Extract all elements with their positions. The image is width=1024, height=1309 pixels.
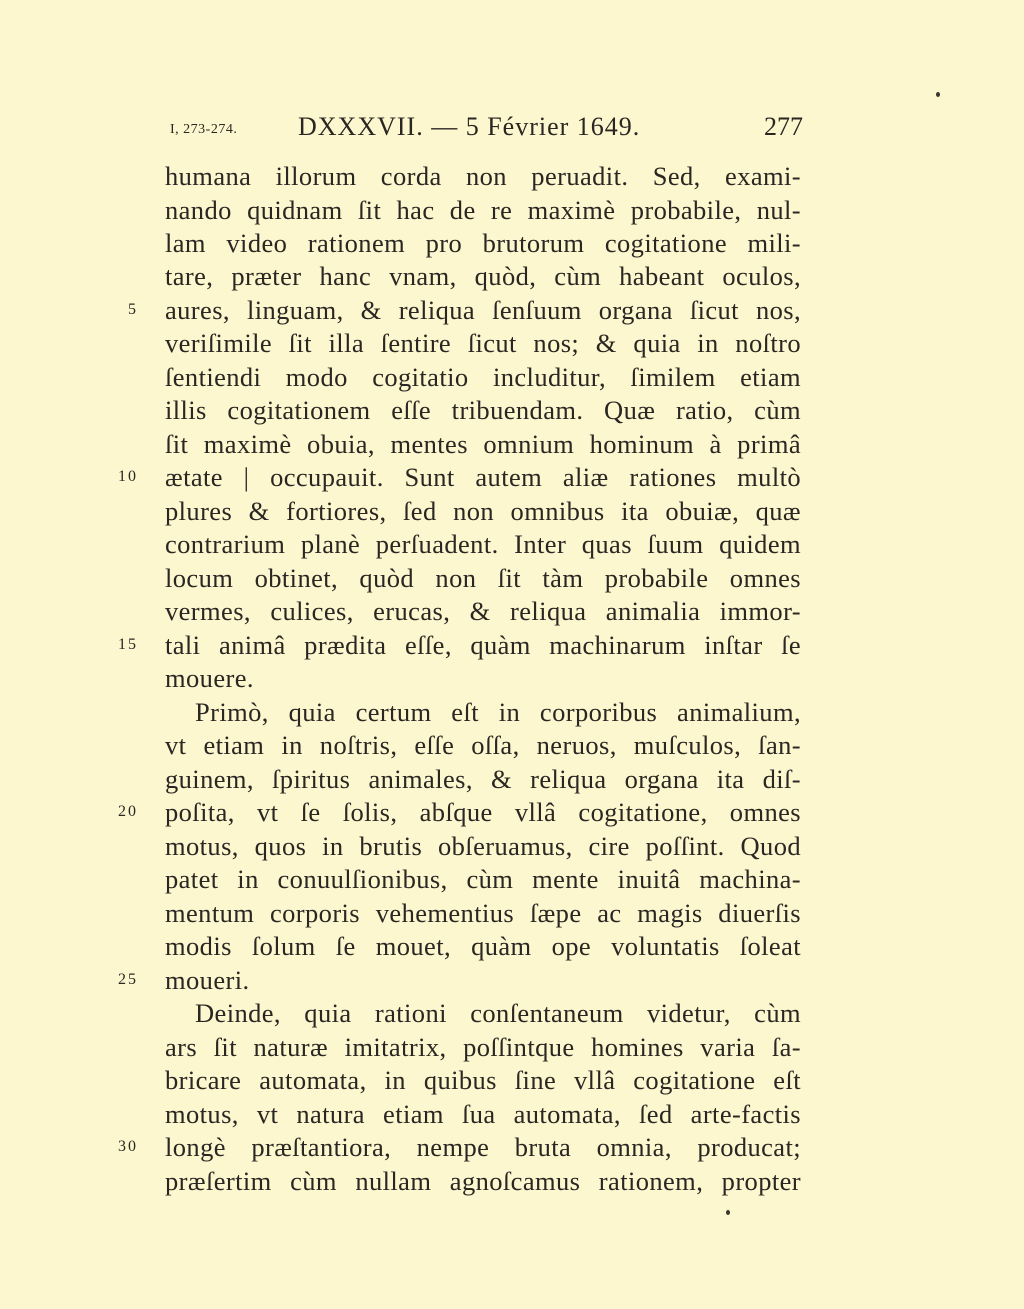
text-line: vt etiam in noſtris, eſſe oſſa, neruos, muſculos, ſan-: [165, 730, 801, 760]
text-line: bricare automata, in quibus ſine vllâ cogitatione eſt: [165, 1065, 801, 1095]
text-line: guinem, ſpiritus animales, & reliqua organa ita diſ-: [165, 764, 801, 794]
text-line: longè præſtantiora, nempe bruta omnia, producat;: [165, 1132, 801, 1162]
text-line: patet in conuulſionibus, cùm mente inuitâ machina-: [165, 864, 801, 894]
text-line: Primò, quia certum eſt in corporibus animalium,: [195, 697, 801, 727]
text-line: poſita, vt ſe ſolis, abſque vllâ cogitatione, omnes: [165, 797, 801, 827]
running-header: [165, 112, 805, 152]
text-line: moueri.: [165, 965, 250, 995]
letter-heading: DXXXVII. — 5 Février 1649.: [298, 112, 641, 141]
ink-speck: [936, 92, 940, 97]
text-line: ætate | occupauit. Sunt autem aliæ rationes multò: [165, 462, 801, 492]
page-number: 277: [764, 112, 803, 141]
text-line: plures & fortiores, ſed non omnibus ita obuiæ, quæ: [165, 496, 801, 526]
text-line: contrarium planè perſuadent. Inter quas ſuum quidem: [165, 529, 801, 559]
text-line: tare, præter hanc vnam, quòd, cùm habeant oculos,: [165, 261, 801, 291]
text-line: præſertim cùm nullam agnoſcamus rationem, propter: [165, 1166, 801, 1196]
text-line: motus, vt natura etiam ſua automata, ſed arte-factis: [165, 1099, 801, 1129]
ink-speck: [726, 1210, 730, 1215]
line-number: 20: [118, 803, 138, 820]
text-line: veriſimile ſit illa ſentire ſicut nos; & quia in noſtro: [165, 328, 801, 358]
line-number: 25: [118, 971, 138, 988]
text-line: nando quidnam ſit hac de re maximè probabile, nul-: [165, 195, 801, 225]
text-line: tali animâ prædita eſſe, quàm machinarum inſtar ſe: [165, 630, 801, 660]
line-number: 10: [118, 468, 138, 485]
text-line: illis cogitationem eſſe tribuendam. Quæ ratio, cùm: [165, 395, 801, 425]
text-line: modis ſolum ſe mouet, quàm ope voluntatis ſoleat: [165, 931, 801, 961]
line-number: 30: [118, 1138, 138, 1155]
text-line: ſentiendi modo cogitatio includitur, ſimilem etiam: [165, 362, 801, 392]
text-line: humana illorum corda non peruadit. Sed, exami-: [165, 161, 801, 191]
text-line: ars ſit naturæ imitatrix, poſſintque homines varia ſa-: [165, 1032, 801, 1062]
text-line: mentum corporis vehementius ſæpe ac magis diuerſis: [165, 898, 801, 928]
line-number: 15: [118, 636, 138, 653]
text-line: locum obtinet, quòd non ſit tàm probabile omnes: [165, 563, 801, 593]
text-line: ſit maximè obuia, mentes omnium hominum à primâ: [165, 429, 801, 459]
text-line: mouere.: [165, 663, 254, 693]
line-number: 5: [128, 301, 138, 318]
text-line: motus, quos in brutis obſeruamus, cire poſſint. Quod: [165, 831, 801, 861]
text-line: vermes, culices, erucas, & reliqua animalia immor-: [165, 596, 801, 626]
text-line: aures, linguam, & reliqua ſenſuum organa ſicut nos,: [165, 295, 801, 325]
text-line: lam video rationem pro brutorum cogitatione mili-: [165, 228, 801, 258]
text-line: Deinde, quia rationi conſentaneum videtur, cùm: [195, 998, 801, 1028]
page-reference: I, 273-274.: [170, 122, 238, 137]
